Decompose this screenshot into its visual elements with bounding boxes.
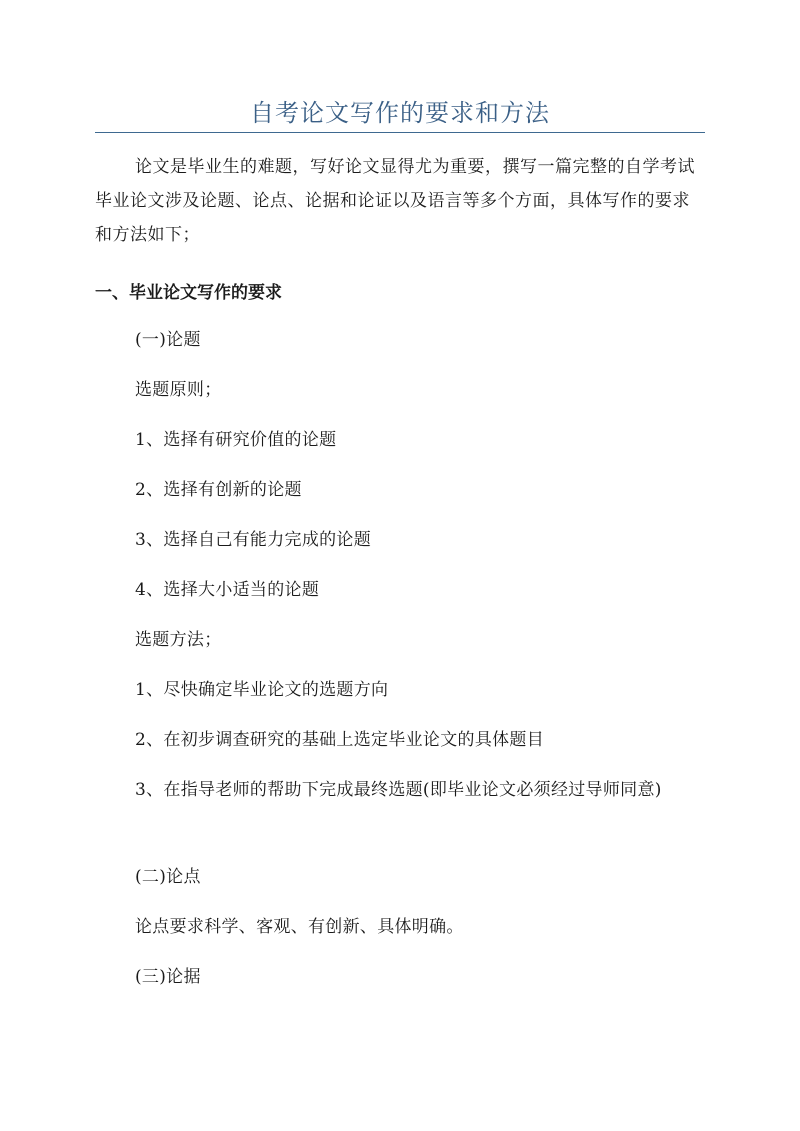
method-item: 2、在初步调查研究的基础上选定毕业论文的具体题目 xyxy=(135,730,545,750)
method-item: 3、在指导老师的帮助下完成最终选题(即毕业论文必须经过导师同意) xyxy=(135,780,662,800)
principle-item: 2、选择有创新的论题 xyxy=(135,480,302,500)
subsection-heading-argument: (二)论点 xyxy=(135,867,201,887)
subsection-heading-evidence: (三)论据 xyxy=(135,967,201,987)
argument-text: 论点要求科学、客观、有创新、具体明确。 xyxy=(135,917,464,937)
section-heading-requirements: 一、毕业论文写作的要求 xyxy=(95,283,282,303)
intro-paragraph: 论文是毕业生的难题，写好论文显得尤为重要，撰写一篇完整的自学考试毕业论文涉及论题、论点、论据和论证以及语言等多个方面，具体写作的要求和方法如下； xyxy=(95,157,695,245)
methods-label: 选题方法； xyxy=(135,630,222,650)
principle-item: 3、选择自己有能力完成的论题 xyxy=(135,530,372,550)
title-divider xyxy=(95,132,705,133)
method-item: 1、尽快确定毕业论文的选题方向 xyxy=(135,680,389,700)
subsection-heading-topic: (一)论题 xyxy=(135,330,201,350)
document-title: 自考论文写作的要求和方法 xyxy=(250,99,550,127)
principle-item: 4、选择大小适当的论题 xyxy=(135,580,320,600)
principle-item: 1、选择有研究价值的论题 xyxy=(135,430,337,450)
principles-label: 选题原则； xyxy=(135,380,222,400)
